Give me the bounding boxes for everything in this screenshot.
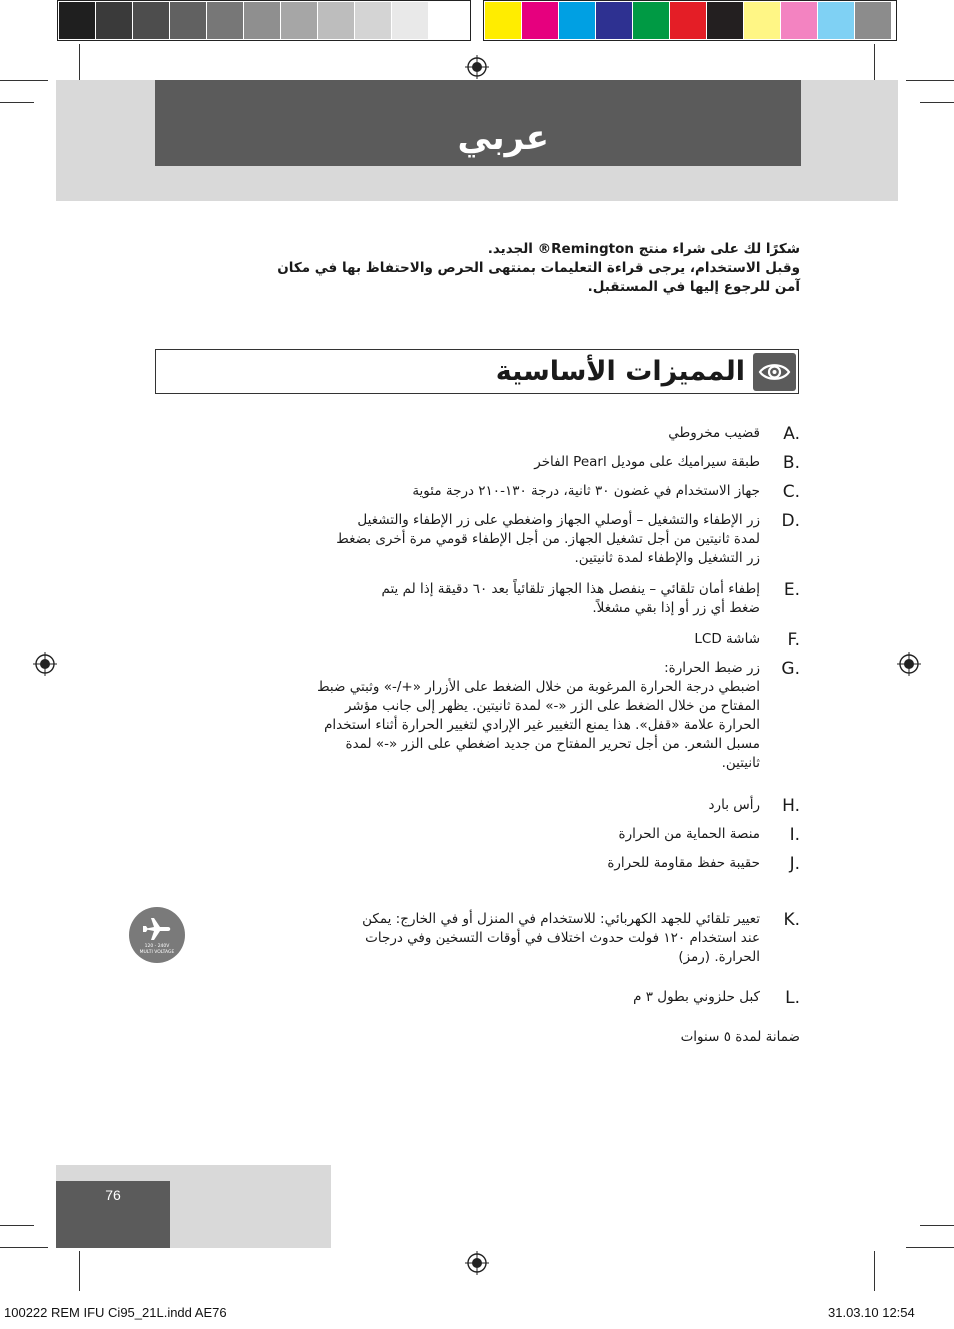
feature-line: اضبطي درجة الحرارة المرغوبة من خلال الضغط على الأزرار «+/-» وثبتي ضبط xyxy=(317,679,760,695)
language-title: عربي xyxy=(457,118,549,158)
color-swatch xyxy=(429,2,466,39)
color-swatch xyxy=(707,2,744,39)
feature-letter: L. xyxy=(785,988,800,1008)
grayscale-bar xyxy=(59,2,466,39)
feature-description xyxy=(175,796,760,815)
feature-line: عند استخدام ١٢٠ فولت حدوث اختلاف في أوقات التسخين وفي درجات xyxy=(365,930,760,946)
feature-description xyxy=(175,424,760,443)
feature-line: ثانيتين. xyxy=(721,755,760,771)
crop-mark xyxy=(0,1247,48,1248)
eye-icon xyxy=(753,353,796,391)
feature-line: تعيير تلقائي للجهد الكهربائي: للاستخدام في المنزل أو في الخارج: يمكن xyxy=(362,911,760,927)
feature-description xyxy=(175,659,760,773)
color-swatch xyxy=(244,2,281,39)
feature-line: جهاز الاستخدام في غضون ٣٠ ثانية، درجة ١٣٠-٢١٠ درجة مئوية xyxy=(412,483,760,499)
crop-mark xyxy=(920,102,954,103)
feature-description xyxy=(175,854,760,873)
file-slug: 100222 REM IFU Ci95_21L.indd AE76 xyxy=(4,1305,227,1320)
feature-line: زر الإطفاء والتشغيل – أوصلي الجهاز واضغطي على زر الإطفاء والتشغيل xyxy=(357,512,760,528)
crop-mark xyxy=(0,80,48,81)
feature-letter: F. xyxy=(787,630,800,650)
multi-voltage-badge xyxy=(129,907,185,963)
feature-letter: G. xyxy=(781,659,800,679)
date-slug: 31.03.10 12:54 xyxy=(828,1305,915,1320)
feature-line: كبل حلزوني بطول ٣ م xyxy=(633,989,760,1005)
color-swatch xyxy=(281,2,318,39)
crop-mark xyxy=(906,80,954,81)
feature-description xyxy=(175,580,760,618)
color-swatch xyxy=(485,2,522,39)
crop-mark xyxy=(0,102,34,103)
color-swatch xyxy=(392,2,429,39)
badge-multi-voltage-label: MULTI VOLTAGE xyxy=(139,950,175,955)
intro-line: آمن للرجوع إليها في المستقبل. xyxy=(587,279,800,295)
crop-mark xyxy=(79,44,80,80)
feature-line: الحرارة علامة «قفل». هذا يمنع التغيير غير الإرادي لتغيير الحرارة أثناء استخدام xyxy=(324,717,760,733)
color-swatch xyxy=(355,2,392,39)
feature-letter: H. xyxy=(782,796,800,816)
crop-mark xyxy=(906,1247,954,1248)
registration-mark-icon xyxy=(465,55,489,79)
color-swatch xyxy=(133,2,170,39)
crop-mark xyxy=(874,44,875,80)
feature-line: منصة الحماية من الحرارة xyxy=(618,826,760,842)
feature-line: المفتاح من خلال الضغط على الزر «-» لمدة ثانيتين. يظهر إلى جانب مؤشر xyxy=(344,698,760,714)
color-swatch xyxy=(781,2,818,39)
color-swatch xyxy=(596,2,633,39)
feature-letter: B. xyxy=(782,453,800,473)
color-swatch xyxy=(170,2,207,39)
intro-line: شكرًا لك على شراء منتج Remington® الجديد. xyxy=(487,241,800,257)
badge-voltage-label: 120 - 240V xyxy=(144,944,170,949)
color-swatch xyxy=(318,2,355,39)
color-swatch xyxy=(818,2,855,39)
feature-letter: J. xyxy=(789,854,800,874)
feature-description xyxy=(215,910,760,967)
feature-letter: I. xyxy=(789,825,800,845)
section-title: المميزات الأساسية xyxy=(495,356,745,387)
feature-description xyxy=(175,988,760,1007)
page-number: 76 xyxy=(105,1187,121,1203)
feature-letter: C. xyxy=(782,482,800,502)
color-swatch xyxy=(855,2,892,39)
airplane-icon xyxy=(142,915,172,943)
feature-description xyxy=(175,825,760,844)
intro-line: وقبل الاستخدام، يرجى قراءة التعليمات بمنتهى الحرص والاحتفاظ بها في مكان xyxy=(277,260,800,276)
color-swatch xyxy=(670,2,707,39)
feature-letter: E. xyxy=(783,580,800,600)
intro-text xyxy=(155,240,800,297)
feature-line: رأس بارد xyxy=(708,797,760,813)
feature-line: زر ضبط الحرارة: xyxy=(664,660,760,676)
feature-line: الحرارة. (رمز) xyxy=(678,949,760,965)
color-swatch xyxy=(59,2,96,39)
feature-line: ضغط أي زر أو إذا بقي مشغلاً. xyxy=(592,600,760,616)
warranty-text: ضمانة لمدة ٥ سنوات xyxy=(680,1029,800,1045)
feature-description xyxy=(175,482,760,501)
color-swatch xyxy=(744,2,781,39)
crop-mark xyxy=(920,1225,954,1226)
feature-description xyxy=(175,630,760,649)
color-swatch xyxy=(96,2,133,39)
crop-mark xyxy=(0,1225,34,1226)
crop-mark xyxy=(79,1251,80,1291)
feature-line: قضيب مخروطي xyxy=(668,425,760,441)
feature-line: مسبل الشعر. من أجل تحرير المفتاح من جديد اضغطي على الزر «-» لمدة xyxy=(345,736,760,752)
crop-mark xyxy=(874,1251,875,1291)
registration-mark-icon xyxy=(33,652,57,676)
color-swatch xyxy=(559,2,596,39)
feature-line: إطفاء أمان تلقائي – ينفصل هذا الجهاز تلقائياً بعد ٦٠ دقيقة إذا لم يتم xyxy=(381,581,760,597)
registration-mark-icon xyxy=(897,652,921,676)
feature-letter: D. xyxy=(781,511,800,531)
color-swatch xyxy=(207,2,244,39)
color-swatch xyxy=(522,2,559,39)
registration-mark-icon xyxy=(465,1251,489,1275)
feature-line: حقيبة حفظ مقاومة للحرارة xyxy=(607,855,760,871)
color-bar xyxy=(485,2,892,39)
feature-line: شاشة LCD xyxy=(694,631,760,647)
feature-letter: A. xyxy=(783,424,800,444)
feature-description xyxy=(175,453,760,472)
color-swatch xyxy=(633,2,670,39)
feature-letter: K. xyxy=(783,910,800,930)
feature-description xyxy=(175,511,760,568)
feature-line: طبقة سيراميك على موديل Pearl الفاخر xyxy=(534,454,760,470)
feature-line: لمدة ثانيتين من أجل تشغيل الجهاز. من أجل الإطفاء قومي مرة أخرى بضغط xyxy=(336,531,760,547)
feature-line: زر التشغيل والإطفاء لمدة ثانيتين. xyxy=(574,550,760,566)
